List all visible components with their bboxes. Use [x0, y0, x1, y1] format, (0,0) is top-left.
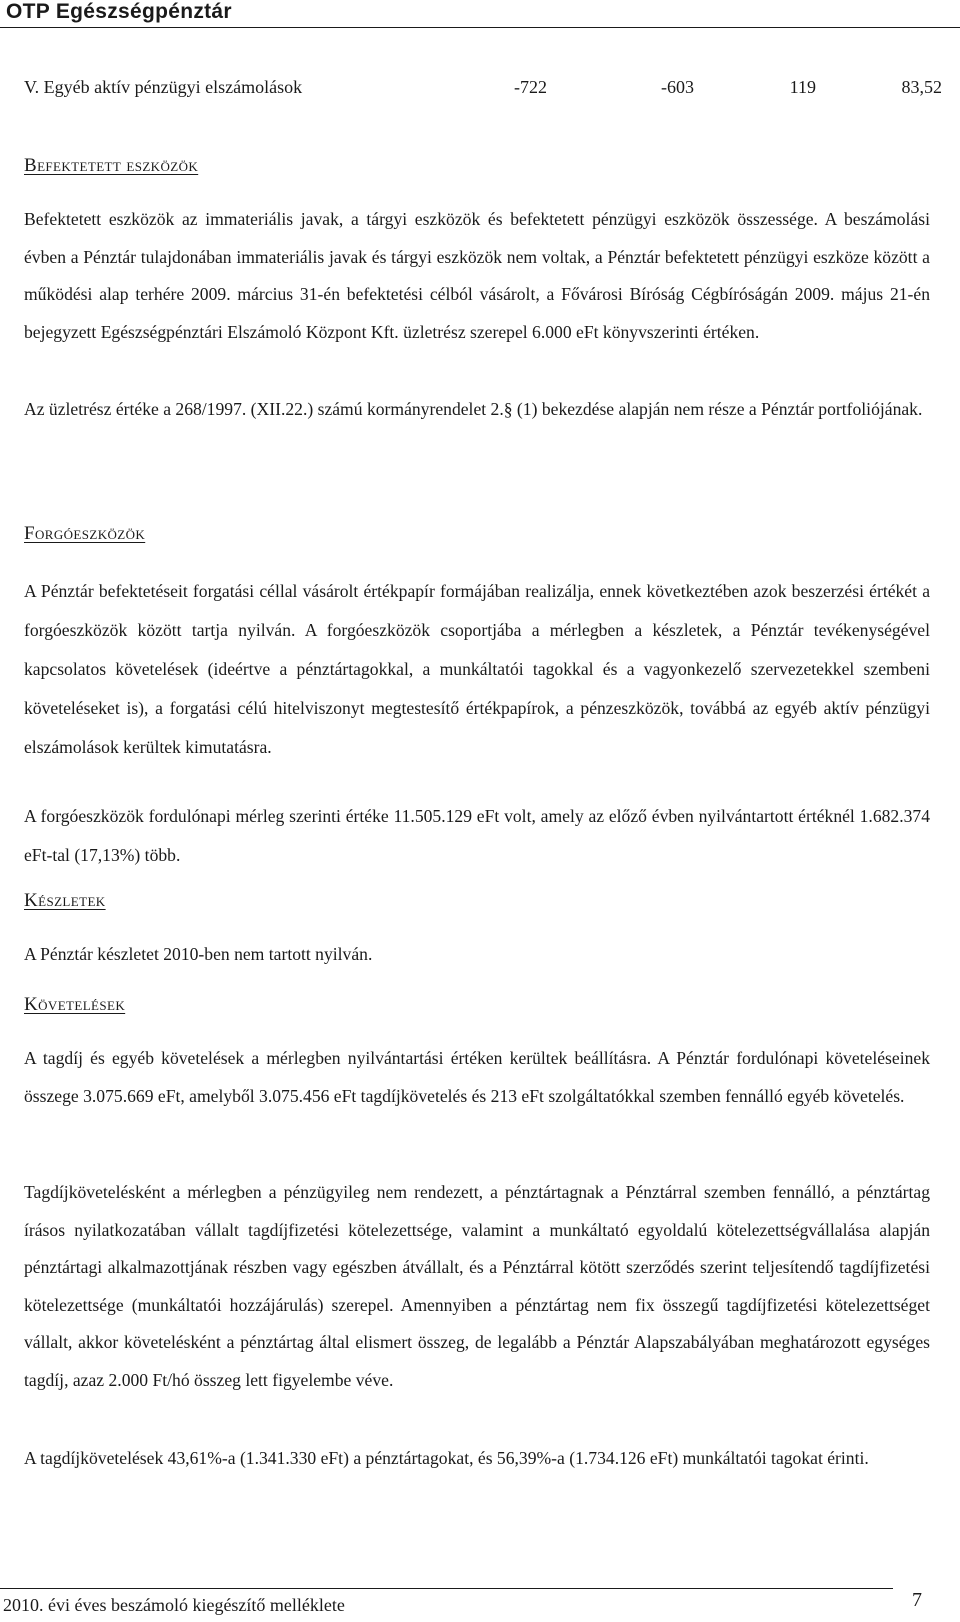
summary-value-4: 83,52 [901, 77, 942, 97]
summary-row [24, 77, 942, 103]
paragraph-kovetelesek-3: A tagdíjkövetelések 43,61%-a (1.341.330 eFt) a pénztártagokat, és 56,39%-a (1.734.126 eFt) munkáltatói tagokat érinti. [24, 1448, 869, 1468]
paragraph-kovetelesek-1: A tagdíj és egyéb követelések a mérlegben nyilvántartási értéken kerültek beállításra. A Pénztár fordulónapi követeléseinek összege 3.075.669 eFt, amelyből 3.075.456 eFt tagdíjkövetelés és 213 eFt szolgáltatókkal szemben fennálló egyéb követelés. [24, 1048, 930, 1106]
summary-value-1: -722 [514, 77, 547, 97]
paragraph-befektetett-1: Befektetett eszközök az immateriális javak, a tárgyi eszközök és befektetett pénzügyi eszközök összessége. A beszámolási évben a Pénztár tulajdonában immateriális javak és tárgyi eszközök nem voltak, a Pénztár befektetett pénzügyi eszköze között a működési alap terhére 2009. március 31-én befektetési célból vásárolt, a Fővárosi Bíróság Cégbíróságán 2009. május 21-én bejegyzett Egészségpénztári Elszámoló Központ Kft. üzletrész szerepel 6.000 eFt könyvszerinti értéken. [24, 209, 930, 342]
summary-value-3: 119 [789, 77, 816, 97]
page-header-title: OTP Egészségpénztár [6, 0, 232, 23]
page-number: 7 [912, 1589, 922, 1611]
paragraph-forgo-2: A forgóeszközök fordulónapi mérleg szerinti értéke 11.505.129 eFt volt, amely az előző évben nyilvántartott értéknél 1.682.374 eFt-tal (17,13%) több. [24, 806, 930, 865]
summary-row-label: V. Egyéb aktív pénzügyi elszámolások [24, 77, 303, 97]
heading-befektetett-eszkozok: Befektetett eszközök [24, 155, 199, 176]
paragraph-keszletek-1: A Pénztár készletet 2010-ben nem tartott nyilván. [24, 944, 373, 964]
heading-keszletek: Készletek [24, 890, 106, 911]
summary-value-2: -603 [661, 77, 694, 97]
paragraph-forgo-1: A Pénztár befektetéseit forgatási céllal vásárolt értékpapír formájában realizálja, ennek következtében azok beszerzési értékét a forgóeszközök között tartja nyilván. A forgóeszközök csoportjába a mérlegben a készletek, a Pénztár tevékenységével kapcsolatos követelések (ideértve a pénztártagokkal, a munkáltatói tagokkal és a vagyonkezelő szervezetekkel szembeni követeléseket is), a forgatási célú hitelviszonyt megtestesítő értékpapírok, a pénzeszközök, továbbá az egyéb aktív pénzügyi elszámolások kerültek kimutatásra. [24, 581, 930, 757]
header-rule [0, 27, 960, 28]
heading-forgoeszkozok: Forgóeszközök [24, 523, 146, 544]
footer-rule [0, 1588, 893, 1589]
footer-text: 2010. évi éves beszámoló kiegészítő melléklete [3, 1595, 345, 1615]
heading-kovetelesek: Követelések [24, 994, 126, 1015]
paragraph-befektetett-2: Az üzletrész értéke a 268/1997. (XII.22.) számú kormányrendelet 2.§ (1) bekezdése alapján nem része a Pénztár portfoliójának. [24, 399, 923, 419]
paragraph-kovetelesek-2: Tagdíjkövetelésként a mérlegben a pénzügyileg nem rendezett, a pénztártagnak a Pénztárral szemben fennálló, a pénztártag írásos nyilatkozatában vállalt tagdíjfizetési kötelezettsége, valamint a munkáltató egyoldalú kötelezettségvállalása alapján pénztártagi alkalmazottjának részben vagy egészben átvállalt, és a Pénztárral kötött szerződés szerint teljesítendő tagdíjfizetési kötelezettsége (munkáltatói hozzájárulás) szerepel. Amennyiben a pénztártag nem fix összegű tagdíjfizetési kötelezettséget vállalt, akkor követelésként a pénztártag által elismert összeg, de legalább a Pénztár Alapszabályában meghatározott egységes tagdíj, azaz 2.000 Ft/hó összeg lett figyelembe véve. [24, 1182, 930, 1390]
